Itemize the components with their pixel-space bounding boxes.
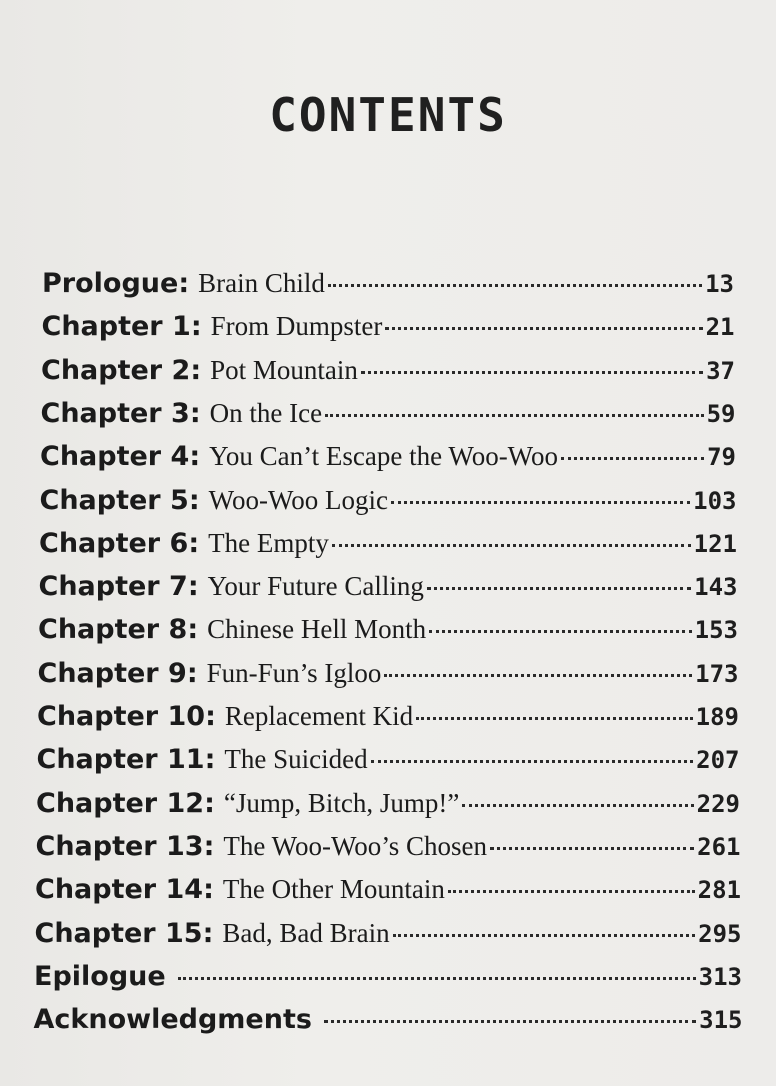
- entry-colon: :: [203, 830, 215, 862]
- dot-leader: [324, 1020, 696, 1023]
- entry-label: Chapter 9: [37, 657, 187, 689]
- toc-entry: [34, 961, 742, 1001]
- toc-entry: [40, 485, 737, 525]
- entry-colon: :: [202, 917, 214, 949]
- entry-page-number: 189: [695, 703, 739, 731]
- toc-entry: [35, 874, 741, 914]
- entry-page-number: 121: [693, 529, 737, 558]
- entry-page-number: 143: [694, 573, 738, 602]
- toc-entry: [42, 268, 734, 308]
- entry-title: Bad, Bad Brain: [222, 917, 390, 948]
- entry-label: Chapter 7: [38, 571, 188, 603]
- entry-label: Prologue: [42, 268, 179, 299]
- entry-label: Chapter 11: [36, 744, 205, 776]
- entry-page-number: 315: [699, 1006, 743, 1035]
- page-title: CONTENTS: [269, 88, 507, 142]
- dot-leader: [178, 977, 696, 980]
- toc-entry: [38, 658, 739, 698]
- entry-colon: :: [205, 701, 216, 732]
- toc-entry: [37, 701, 739, 741]
- dot-leader: [325, 414, 704, 417]
- toc-entry: [36, 788, 740, 828]
- dot-leader: [385, 327, 702, 330]
- entry-title: Your Future Calling: [207, 571, 424, 602]
- entry-label: Chapter 3: [40, 397, 190, 429]
- entry-title: The Suicided: [224, 744, 368, 775]
- toc-entry: [41, 355, 735, 395]
- toc-entry: [41, 398, 736, 438]
- entry-title: The Woo-Woo’s Chosen: [223, 830, 488, 861]
- entry-colon: :: [189, 441, 201, 473]
- entry-colon: :: [188, 527, 200, 559]
- entry-page-number: 295: [698, 919, 742, 948]
- entry-page-number: 13: [705, 270, 734, 298]
- entry-page-number: 37: [706, 356, 735, 385]
- entry-colon: :: [189, 397, 201, 429]
- entry-page-number: 313: [698, 962, 742, 991]
- dot-leader: [361, 371, 703, 374]
- entry-page-number: 281: [697, 876, 741, 905]
- entry-label: Chapter 10: [37, 701, 206, 732]
- dot-leader: [416, 717, 693, 720]
- entry-title: The Empty: [208, 527, 329, 558]
- entry-label: Chapter 13: [35, 830, 204, 862]
- toc-entry: [39, 571, 738, 611]
- entry-page-number: 79: [707, 443, 736, 472]
- entry-colon: :: [204, 744, 216, 776]
- entry-label: Acknowledgments: [33, 1004, 312, 1036]
- entry-colon: :: [190, 311, 202, 343]
- entry-label: Chapter 5: [39, 484, 189, 516]
- dot-leader: [561, 457, 704, 460]
- toc-entry: [42, 311, 735, 351]
- entry-title: Pot Mountain: [210, 354, 358, 385]
- dot-leader: [391, 501, 690, 504]
- dot-leader: [384, 674, 692, 677]
- toc-entry: [35, 918, 742, 958]
- entry-label: Chapter 12: [36, 787, 205, 819]
- entry-page-number: 21: [705, 313, 735, 342]
- entry-colon: :: [203, 874, 214, 906]
- entry-colon: :: [204, 787, 215, 819]
- toc-entry: [36, 831, 741, 871]
- entry-title: Replacement Kid: [224, 701, 414, 731]
- entry-label: Chapter 4: [40, 441, 190, 473]
- entry-colon: :: [190, 354, 202, 386]
- entry-label: Chapter 8: [38, 614, 188, 646]
- toc-entry: [40, 441, 736, 481]
- dot-leader: [448, 890, 695, 893]
- entry-colon: :: [188, 484, 200, 516]
- entry-page-number: 229: [696, 789, 740, 818]
- dot-leader: [429, 630, 692, 633]
- entry-title: Chinese Hell Month: [207, 614, 427, 645]
- entry-page-number: 59: [706, 399, 736, 428]
- entry-label: Chapter 6: [39, 527, 189, 559]
- entry-title: You Can’t Escape the Woo-Woo: [209, 441, 559, 472]
- entry-title: Brain Child: [198, 268, 325, 298]
- dot-leader: [332, 544, 691, 547]
- dot-leader: [393, 934, 696, 937]
- entry-colon: :: [178, 268, 190, 299]
- dot-leader: [427, 587, 691, 590]
- dot-leader: [490, 847, 694, 850]
- entry-page-number: 173: [695, 659, 739, 688]
- entry-title: Woo-Woo Logic: [208, 484, 388, 515]
- entry-page-number: 153: [694, 616, 738, 645]
- dot-leader: [371, 760, 694, 763]
- entry-title: From Dumpster: [210, 311, 383, 342]
- toc-entry: [39, 528, 737, 568]
- entry-title: Fun-Fun’s Igloo: [206, 657, 382, 688]
- entry-page-number: 207: [696, 746, 740, 775]
- entry-page-number: 261: [697, 832, 741, 861]
- entry-label: Chapter 1: [41, 311, 191, 343]
- entry-colon: :: [187, 571, 199, 603]
- entry-title: The Other Mountain: [222, 874, 445, 905]
- entry-title: On the Ice: [209, 397, 323, 428]
- entry-label: Chapter 2: [41, 354, 191, 386]
- toc-entry: [38, 614, 738, 654]
- entry-label: Chapter 15: [34, 917, 203, 949]
- entry-label: Epilogue: [34, 960, 166, 992]
- toc-entry: [34, 1004, 743, 1044]
- entry-label: Chapter 14: [35, 874, 204, 906]
- dot-leader: [328, 284, 702, 287]
- entry-title: “Jump, Bitch, Jump!”: [223, 787, 460, 818]
- toc-entry: [37, 744, 740, 784]
- entry-colon: :: [186, 657, 198, 689]
- entry-colon: :: [187, 614, 199, 646]
- entry-page-number: 103: [693, 486, 737, 515]
- dot-leader: [462, 804, 693, 807]
